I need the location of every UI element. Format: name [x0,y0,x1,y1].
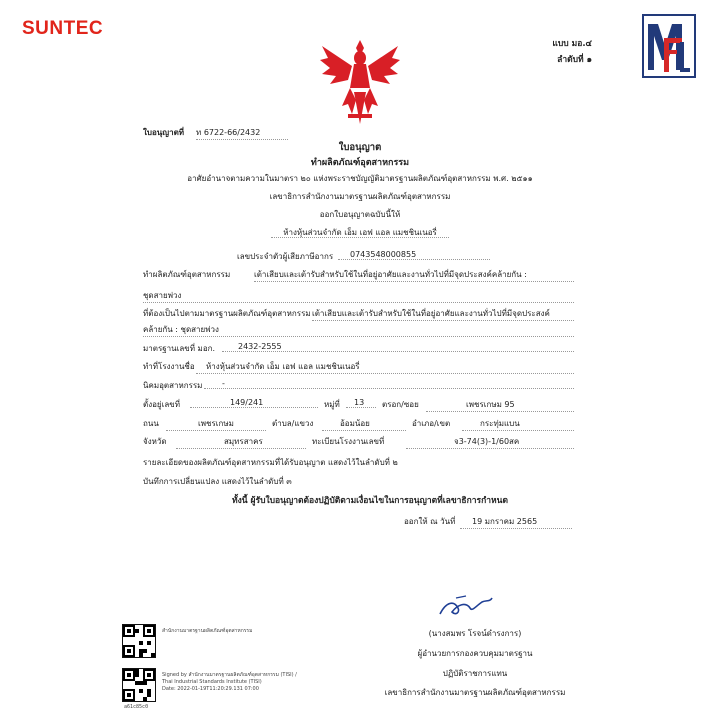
tax-value: 0743548000855 [338,250,490,260]
district-value: กระทุ่มแบน [462,417,574,431]
change-line: บันทึกการเปลี่ยนแปลง แสดงไว้ในลำดับที่ ๓ [143,477,292,486]
qr-code-bottom[interactable] [122,668,156,702]
signer-title-3: เลขาธิการสำนักงานมาตรฐานผลิตภัณฑ์อุตสาหกรรม [384,688,566,697]
footer-signature-block [162,672,297,693]
std-no-label: มาตรฐานเลขที่ มอก. [143,344,216,353]
road-value: เพชรเกษม [166,417,266,431]
authority-line-3: ออกใบอนุญาตฉบับนี้ให้ [319,210,401,219]
signature-mark [436,594,496,620]
estate-label: นิคมอุตสาหกรรม [143,381,203,390]
soi-label: ตรอก/ซอย [382,400,419,409]
product-value-cont: ชุดสายพ่วง [143,289,574,303]
road-label: ถนน [143,419,159,428]
mfl-logo [642,14,696,78]
issue-date-value: 19 มกราคม 2565 [460,515,572,529]
address-value: 149/241 [190,398,318,408]
product-value: เต้าเสียบและเต้ารับสำหรับใช้ในที่อยู่อาศัยและงานทั่วไปที่มีจุดประสงค์คล้ายกัน : [254,268,574,282]
form-number [552,36,592,68]
footer-office: สำนักงานมาตรฐานผลิตภัณฑ์อุตสาหกรรม [162,628,253,634]
standard-value-cont: คล้ายกัน : ชุดสายพ่วง [143,323,574,337]
province-value: สมุทรสาคร [176,435,306,449]
garuda-emblem [318,36,402,126]
company-name-value: ห้างหุ้นส่วนจำกัด เอ็ม เอฟ แอล แมชชินเนอรี่ [271,228,449,238]
issue-date-label: ออกให้ ณ วันที่ [404,517,456,526]
tax-label: เลขประจำตัวผู้เสียภาษีอากร [237,252,334,261]
province-label: จังหวัด [143,437,167,446]
footer-line-3: Date: 2022-01-19T11:20:29.131 07:00 [162,686,259,692]
footer-code: a61c85c0 [124,704,149,710]
order-label: ลำดับที่ ๑ [557,55,592,65]
address-label: ตั้งอยู่เลขที่ [143,400,180,409]
suntec-logo: SUNTEC [22,18,104,39]
authority-line-2: เลขาธิการสำนักงานมาตรฐานผลิตภัณฑ์อุตสาหกรรม [269,192,451,201]
estate-value: - [204,379,574,389]
mfl-logo-mark [644,16,694,76]
factory-value: ห้างหุ้นส่วนจำกัด เอ็ม เอฟ แอล แมชชินเนอรี่ [196,360,574,374]
signer-title-1: ผู้อำนวยการกองควบคุมมาตรฐาน [417,649,533,658]
company-name [200,226,520,239]
std-no-value: 2432-2555 [222,342,574,352]
authority-line-1: อาศัยอำนาจตามความในมาตรา ๒๐ แห่งพระราชบัญญัติมาตรฐานผลิตภัณฑ์อุตสาหกรรม พ.ศ. ๒๕๑๑ [187,174,533,183]
factory-reg-label: ทะเบียนโรงงานเลขที่ [312,437,385,446]
document-title: ใบอนุญาต [338,142,382,153]
form-label: แบบ มอ.๔ [552,39,592,49]
soi-value: เพชรเกษม 95 [426,398,574,412]
moo-value: 13 [346,398,376,408]
factory-label: ทำที่โรงงานชื่อ [143,362,195,371]
license-no-value: ท 6722-66/2432 [196,126,288,140]
signer-title-2: ปฏิบัติราชการแทน [442,669,508,678]
moo-label: หมู่ที่ [324,400,340,409]
subdistrict-label: ตำบล/แขวง [272,419,314,428]
signer-name: (นางสมพร โรจน์ดำรงการ) [428,629,522,638]
qr-code-top[interactable] [122,624,156,658]
detail-line: รายละเอียดของผลิตภัณฑ์อุตสาหกรรมที่ได้รับอนุญาต แสดงไว้ในลำดับที่ ๒ [143,458,398,467]
footer-line-2: Thai Industrial Standards Institute (TISI) [162,679,262,685]
factory-reg-value: จ3-74(3)-1/60สค [406,435,574,449]
subdistrict-value: อ้อมน้อย [322,417,406,431]
document-subtitle: ทำผลิตภัณฑ์อุตสาหกรรม [310,158,410,168]
license-no-label: ใบอนุญาตที่ [143,128,185,137]
standard-label: ที่ต้องเป็นไปตามมาตรฐานผลิตภัณฑ์อุตสาหกรรม [143,309,311,318]
condition-line: ทั้งนี้ ผู้รับใบอนุญาตต้องปฏิบัติตามเงื่อนไขในการอนุญาตที่เลขาธิการกำหนด [232,496,508,506]
standard-value: เต้าเสียบและเต้ารับสำหรับใช้ในที่อยู่อาศัยและงานทั่วไปที่มีจุดประสงค์ [312,307,574,321]
district-label: อำเภอ/เขต [412,419,451,428]
footer-line-1: Signed by สำนักงานมาตรฐานผลิตภัณฑ์อุตสาหกรรม (TISI) / [162,672,297,678]
product-label: ทำผลิตภัณฑ์อุตสาหกรรม [143,270,231,279]
